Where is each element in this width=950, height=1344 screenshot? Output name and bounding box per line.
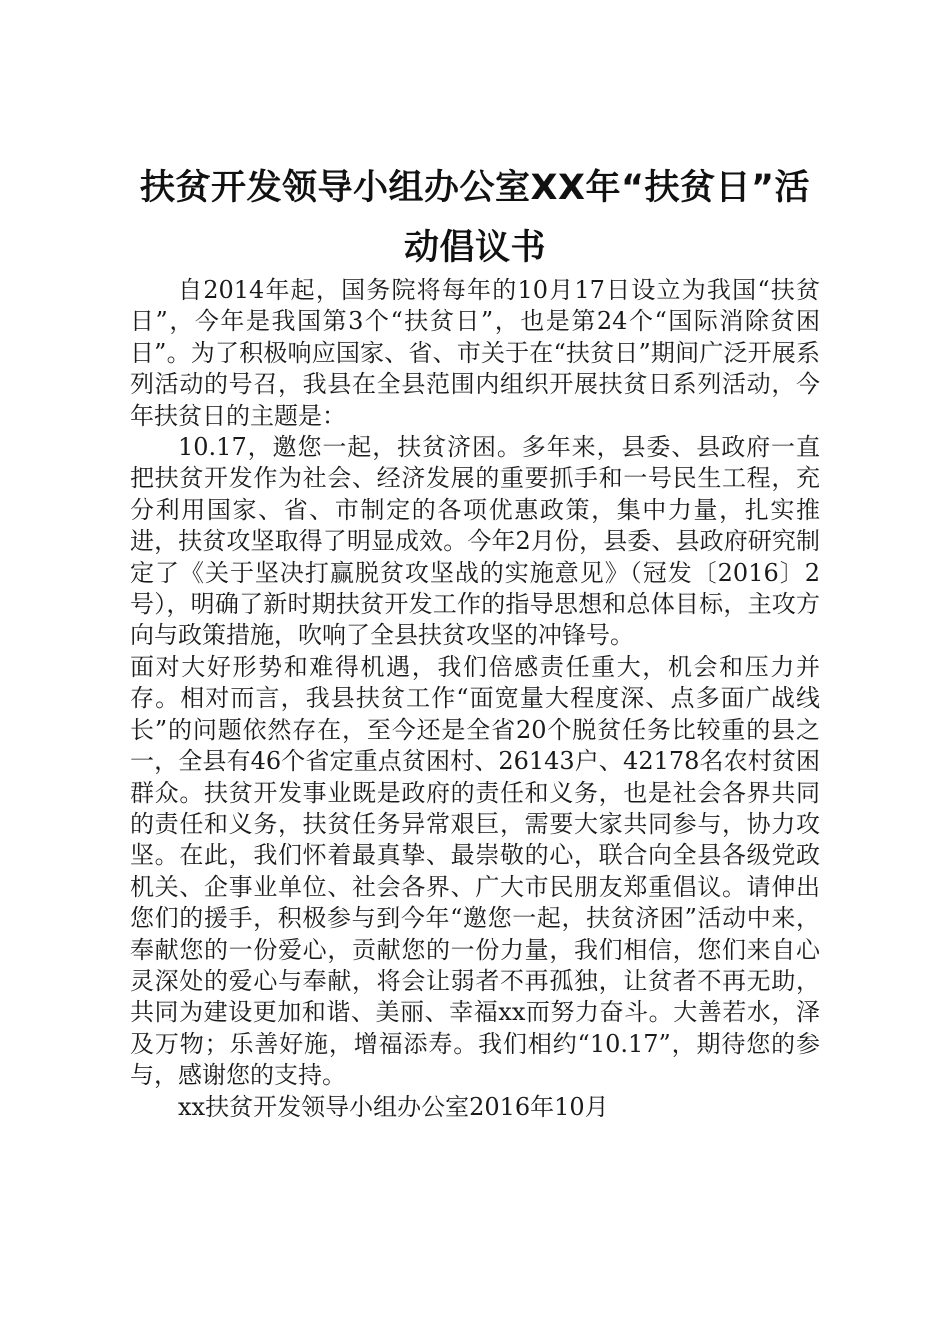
title-line-2: 动倡议书	[403, 228, 546, 268]
title-line-1: 扶贫开发领导小组办公室XX年“扶贫日”活	[140, 168, 810, 208]
paragraph-intro: 自2014年起，国务院将每年的10月17日设立为我国“扶贫日”，今年是我国第3个“扶贫日”，也是第24个“国际消除贫困日”。为了积极响应国家、省、市关于在“扶贫日”期间广泛开展系列活动的号召，我县在全县范围内组织开展扶贫日系列活动，今年扶贫日的主题是：	[130, 276, 820, 430]
document-body	[130, 275, 820, 1123]
signature: xx扶贫开发领导小组办公室2016年10月	[178, 1092, 609, 1121]
document-page	[130, 158, 820, 1123]
document-title	[130, 158, 820, 278]
paragraph-appeal: 面对大好形势和难得机遇，我们倍感责任重大，机会和压力并存。相对而言，我县扶贫工作“面宽量大程度深、点多面广战线长”的问题依然存在，至今还是全省20个脱贫任务比较重的县之一，全县有46个省定重点贫困村、26143户、42178名农村贫困群众。扶贫开发事业既是政府的责任和义务，也是社会各界共同的责任和义务，扶贫任务异常艰巨，需要大家共同参与，协力攻坚。在此，我们怀着最真挚、最崇敬的心，联合向全县各级党政机关、企事业单位、社会各界、广大市民朋友郑重倡议。请伸出您们的援手，积极参与到今年“邀您一起，扶贫济困”活动中来，奉献您的一份爱心，贡献您的一份力量，我们相信，您们来自心灵深处的爱心与奉献，将会让弱者不再孤独，让贫者不再无助，共同为建设更加和谐、美丽、幸福xx而努力奋斗。大善若水，泽及万物；乐善好施，增福添寿。我们相约“10.17”，期待您的参与，感谢您的支持。	[130, 652, 820, 1090]
paragraph-theme: 10.17，邀您一起，扶贫济困。多年来，县委、县政府一直把扶贫开发作为社会、经济发展的重要抓手和一号民生工程，充分利用国家、省、市制定的各项优惠政策，集中力量，扎实推进，扶贫攻坚取得了明显成效。今年2月份，县委、县政府研究制定了《关于坚决打赢脱贫攻坚战的实施意见》（冠发〔2016〕2号），明确了新时期扶贫开发工作的指导思想和总体目标，主攻方向与政策措施，吹响了全县扶贫攻坚的冲锋号。	[130, 433, 820, 650]
